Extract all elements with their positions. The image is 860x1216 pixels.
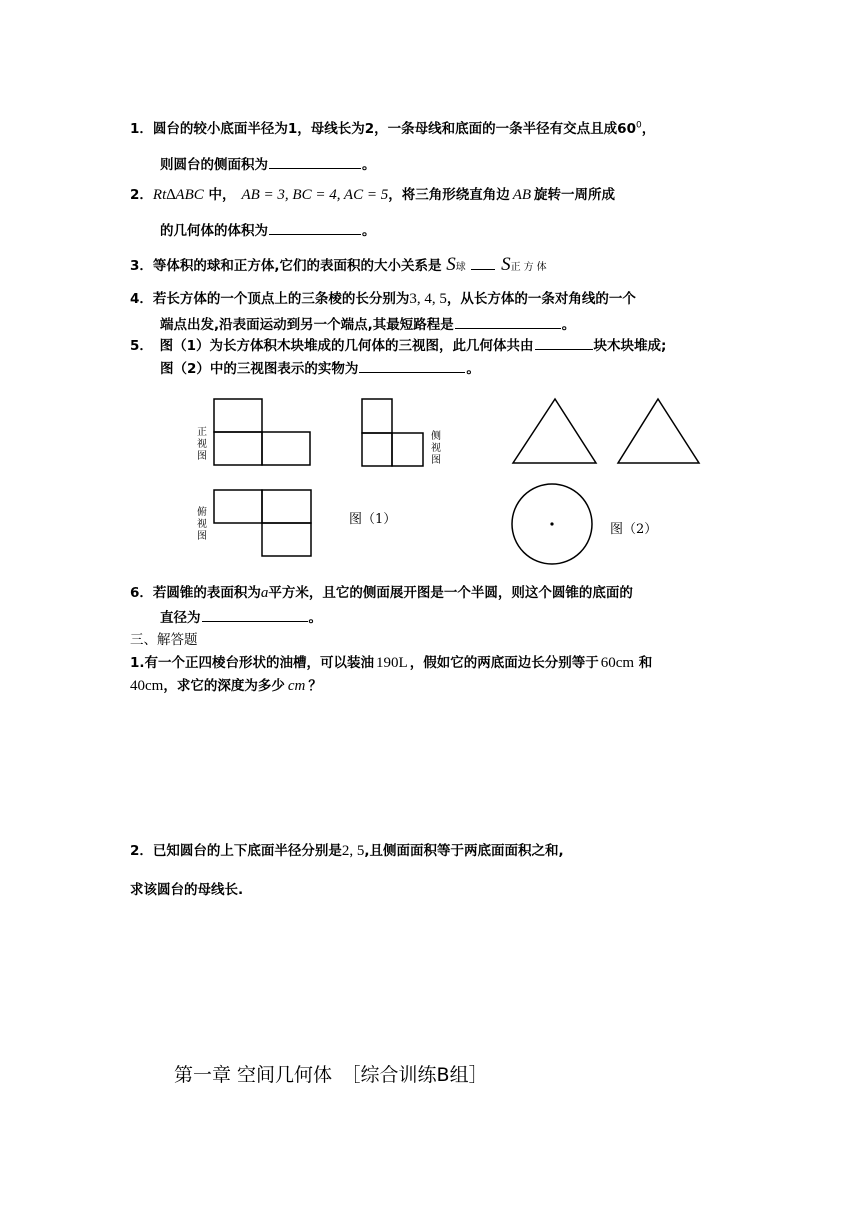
q1-line1-text: 1．圆台的较小底面半径为1，母线长为2，一条母线和底面的一条半径有交点且成60	[130, 121, 636, 137]
q5-line1a: 5． 图（1）为长方体积木块堆成的几何体的三视图，此几何体共由	[130, 338, 534, 354]
q2-text2: ，将三角形绕直角边	[388, 187, 510, 203]
q2-ab: AB	[512, 187, 532, 203]
fig1-caption: 图（1）	[349, 512, 397, 527]
q3-s-cube: S	[501, 254, 511, 275]
q2-mid: 中，	[203, 187, 236, 203]
q4-line1a: 4．若长方体的一个顶点上的三条棱的长分别为	[130, 291, 410, 307]
q1-degree-sup: 0	[635, 120, 642, 131]
q4-line1b: ，从长方体的一条对角线的一个	[446, 291, 636, 307]
q3-sub-cube: 正方体	[510, 262, 550, 273]
q4-end: 。	[561, 317, 576, 333]
p1-q: ？	[308, 678, 322, 694]
q5-end: 。	[466, 361, 480, 377]
q6-line1b: 平方米，且它的侧面展开图是一个半圆，则这个圆锥的底面的	[268, 585, 633, 601]
p1-unit: cm	[287, 678, 306, 694]
p2-line2: 求该圆台的母线长.	[130, 882, 244, 898]
p1-line1a: 1.有一个正四棱台形状的油槽，可以装油	[130, 655, 375, 671]
fig2-side-triangle	[618, 399, 699, 463]
side-view-label: 侧视图	[431, 431, 441, 466]
q5-line1b: 块木块堆成;	[593, 338, 667, 354]
q6-line1	[130, 581, 633, 602]
p1-and: 和	[634, 655, 653, 671]
q2-values: AB = 3, BC = 4, AC = 5	[241, 187, 389, 203]
q2-end: 。	[362, 223, 376, 239]
p1-side40: 40cm	[130, 678, 164, 694]
q6-line2	[160, 606, 322, 626]
fig1-side-view	[362, 399, 423, 466]
p2-line1b: ,且侧面面积等于两底面面积之和,	[364, 843, 564, 859]
q2-text3: 旋转一周所成	[534, 187, 616, 203]
q3-sub-sphere: 球	[455, 262, 466, 273]
q2-num: 2．	[130, 187, 153, 203]
fig1-top-view	[214, 490, 311, 556]
fig2-caption: 图（2）	[610, 522, 658, 537]
q6-answer-blank[interactable]	[202, 608, 308, 622]
p1-line2	[130, 674, 322, 695]
q6-line2-text: 直径为	[160, 610, 201, 626]
q4-line2-text: 端点出发,沿表面运动到另一个端点,其最短路程是	[160, 317, 454, 333]
p2-line1a: 2．已知圆台的上下底面半径分别是	[130, 843, 342, 859]
q2-triangle: Rt∆ABC	[152, 187, 204, 203]
q2-line2-text: 的几何体的体积为	[160, 223, 268, 239]
q1-end: 。	[362, 157, 376, 173]
p1-line2-text: ，求它的深度为多少	[163, 678, 285, 694]
p1-line1	[130, 651, 652, 672]
q6-line1a: 6．若圆锥的表面积为	[130, 585, 261, 601]
front-view-label: 正视图	[197, 427, 207, 462]
q4-nums: 3, 4, 5	[409, 291, 447, 307]
chapter-title: 第一章 空间几何体 ［综合训练B组］	[174, 1064, 488, 1086]
q1-line1-end: ，	[641, 121, 656, 137]
fig1-front-view	[214, 399, 310, 465]
section-heading: 三、解答题	[130, 632, 198, 648]
q5-line2-text: 图（2）中的三视图表示的实物为	[160, 361, 359, 377]
q3-s-sphere: S	[446, 254, 456, 275]
p1-side60: 60cm	[600, 655, 635, 671]
q6-a: a	[260, 585, 269, 601]
fig2-front-triangle	[513, 399, 596, 463]
q1-line2-text: 则圆台的侧面积为	[160, 157, 268, 173]
q6-end: 。	[308, 610, 322, 626]
p1-volume: 190L	[376, 655, 408, 671]
top-view-label: 俯视图	[197, 507, 207, 542]
fig2-center-dot	[550, 522, 553, 525]
p2-nums: 2, 5	[341, 843, 365, 859]
q3-text: 3．等体积的球和正方体,它们的表面积的大小关系是	[130, 258, 442, 274]
p2-line1	[130, 839, 564, 860]
p1-line1b: ，假如它的两底面边长分别等于	[409, 655, 599, 671]
